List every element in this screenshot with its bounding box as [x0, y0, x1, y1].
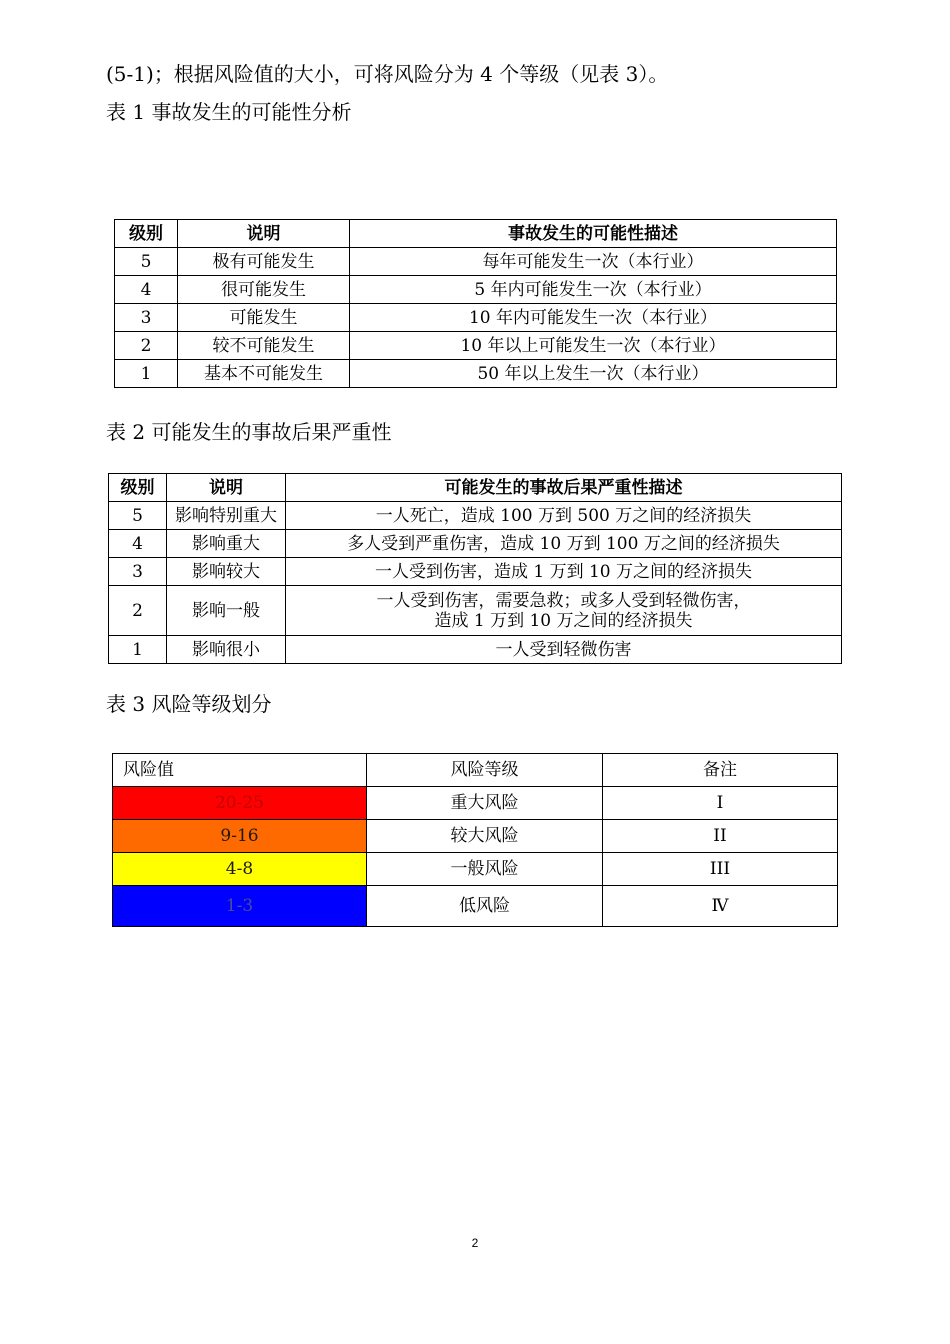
column-header: 可能发生的事故后果严重性描述 [286, 474, 842, 502]
column-header: 备注 [603, 754, 838, 787]
level-cell: 3 [109, 558, 167, 586]
detail-cell: 一人受到轻微伤害 [286, 636, 842, 664]
level-cell: 4 [115, 276, 178, 304]
risk-value-cell: 20-25 [113, 787, 367, 820]
column-header: 风险值 [113, 754, 367, 787]
table1-caption: 表 1 事故发生的可能性分析 [106, 100, 352, 124]
table-row [115, 360, 837, 388]
table-row [109, 558, 842, 586]
table-row [113, 853, 838, 886]
detail-cell: 5 年内可能发生一次（本行业） [350, 276, 837, 304]
description-cell: 可能发生 [178, 304, 350, 332]
column-header: 风险等级 [367, 754, 603, 787]
table-likelihood [114, 219, 837, 388]
description-cell: 影响较大 [167, 558, 286, 586]
table2-caption: 表 2 可能发生的事故后果严重性 [106, 420, 392, 444]
detail-cell: 一人受到伤害，造成 1 万到 10 万之间的经济损失 [286, 558, 842, 586]
level-cell: 2 [109, 586, 167, 636]
risk-level-cell: 低风险 [367, 886, 603, 927]
detail-cell [286, 586, 842, 636]
description-cell: 影响一般 [167, 586, 286, 636]
risk-value-cell: 4-8 [113, 853, 367, 886]
risk-level-cell: 一般风险 [367, 853, 603, 886]
detail-cell: 一人死亡，造成 100 万到 500 万之间的经济损失 [286, 502, 842, 530]
column-header: 说明 [178, 220, 350, 248]
description-cell: 影响很小 [167, 636, 286, 664]
table-header-row [109, 474, 842, 502]
level-cell: 1 [109, 636, 167, 664]
table-row [115, 248, 837, 276]
level-cell: 4 [109, 530, 167, 558]
table-row [115, 304, 837, 332]
table-row [109, 636, 842, 664]
table-header-row [115, 220, 837, 248]
table-row [113, 820, 838, 853]
column-header: 级别 [115, 220, 178, 248]
table3-caption: 表 3 风险等级划分 [106, 692, 272, 716]
risk-level-cell: 重大风险 [367, 787, 603, 820]
note-cell: I [603, 787, 838, 820]
note-cell: Ⅳ [603, 886, 838, 927]
column-header: 说明 [167, 474, 286, 502]
risk-value-cell: 1-3 [113, 886, 367, 927]
table-row [115, 332, 837, 360]
detail-cell: 50 年以上发生一次（本行业） [350, 360, 837, 388]
description-cell: 极有可能发生 [178, 248, 350, 276]
table-row [115, 276, 837, 304]
note-cell: III [603, 853, 838, 886]
description-cell: 较不可能发生 [178, 332, 350, 360]
table-severity [108, 473, 842, 664]
page-number: 2 [471, 1236, 479, 1250]
level-cell: 5 [115, 248, 178, 276]
detail-line: 造成 1 万到 10 万之间的经济损失 [434, 610, 693, 631]
intro-line: (5-1)；根据风险值的大小，可将风险分为 4 个等级（见表 3）。 [106, 62, 669, 86]
column-header: 级别 [109, 474, 167, 502]
level-cell: 1 [115, 360, 178, 388]
description-cell: 影响特别重大 [167, 502, 286, 530]
description-cell: 很可能发生 [178, 276, 350, 304]
detail-cell: 每年可能发生一次（本行业） [350, 248, 837, 276]
table-row [109, 502, 842, 530]
level-cell: 2 [115, 332, 178, 360]
detail-line: 一人受到伤害，需要急救；或多人受到轻微伤害， [376, 590, 751, 611]
level-cell: 3 [115, 304, 178, 332]
level-cell: 5 [109, 502, 167, 530]
description-cell: 影响重大 [167, 530, 286, 558]
description-cell: 基本不可能发生 [178, 360, 350, 388]
column-header: 事故发生的可能性描述 [350, 220, 837, 248]
risk-level-cell: 较大风险 [367, 820, 603, 853]
detail-cell: 10 年内可能发生一次（本行业） [350, 304, 837, 332]
note-cell: II [603, 820, 838, 853]
table-header-row [113, 754, 838, 787]
table-row [113, 787, 838, 820]
table-risk-grading [112, 753, 838, 927]
detail-cell: 10 年以上可能发生一次（本行业） [350, 332, 837, 360]
table-row [109, 586, 842, 636]
table-row [109, 530, 842, 558]
table-row [113, 886, 838, 927]
detail-cell: 多人受到严重伤害，造成 10 万到 100 万之间的经济损失 [286, 530, 842, 558]
risk-value-cell: 9-16 [113, 820, 367, 853]
